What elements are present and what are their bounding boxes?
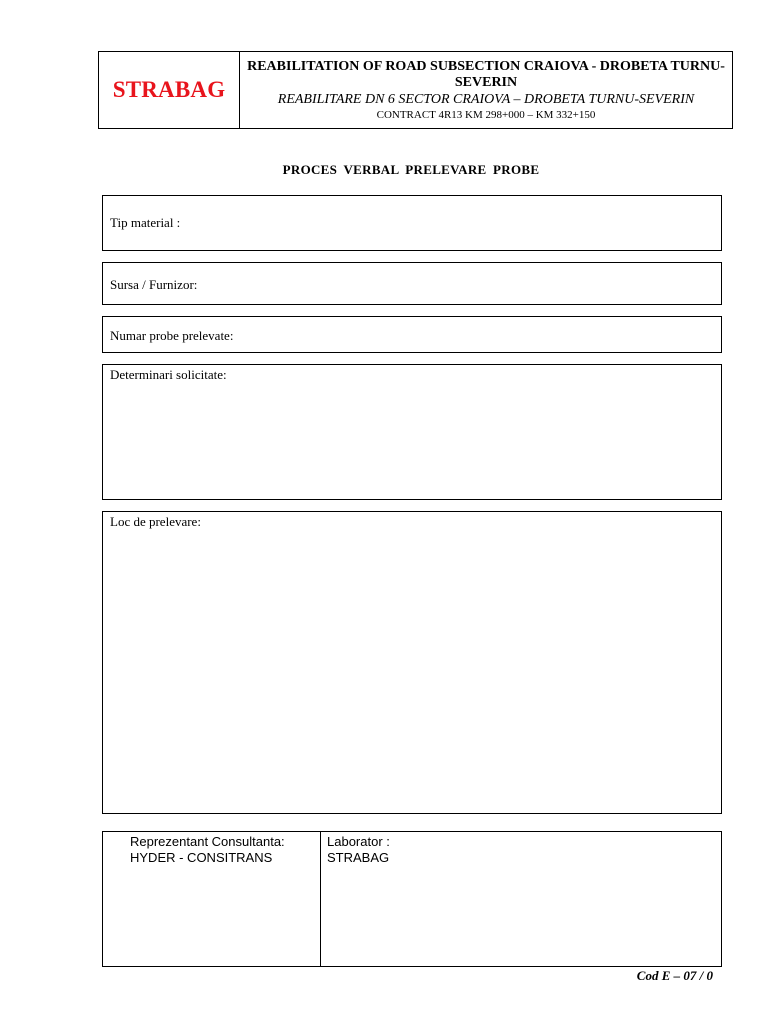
header-title-cell (240, 52, 732, 135)
consultant-signature-cell[interactable] (103, 832, 321, 966)
determinari-solicitate-label: Determinari solicitate: (110, 367, 227, 382)
signature-table (102, 831, 722, 967)
consultant-label: Reprezentant Consultanta: (130, 834, 285, 849)
numar-probe-label: Numar probe prelevate: (110, 328, 234, 343)
logo-cell (99, 52, 240, 128)
strabag-logo: STRABAG (112, 77, 226, 102)
sursa-furnizor-label: Sursa / Furnizor: (110, 277, 198, 292)
project-title-romanian: REABILITARE DN 6 SECTOR CRAIOVA – DROBETA TURNU-SEVERIN (277, 92, 695, 107)
tip-material-label: Tip material : (110, 215, 181, 230)
document-header (98, 51, 733, 129)
laboratory-label: Laborator : (327, 834, 390, 849)
contract-number: CONTRACT 4R13 KM 298+000 – KM 332+150 (376, 109, 596, 121)
form-title: PROCES VERBAL PRELEVARE PROBE (282, 162, 540, 177)
laboratory-name: STRABAG (327, 850, 390, 865)
document-code: Cod E – 07 / 0 (636, 968, 713, 983)
laboratory-signature-cell[interactable] (321, 832, 721, 966)
loc-prelevare-field[interactable] (102, 511, 722, 814)
numar-probe-field[interactable] (102, 316, 722, 353)
project-title-english: REABILITATION OF ROAD SUBSECTION CRAIOVA - DROBETA TURNU-SEVERIN (247, 59, 725, 90)
consultant-name: HYDER - CONSITRANS (130, 850, 273, 865)
tip-material-field[interactable] (102, 195, 722, 251)
loc-prelevare-label: Loc de prelevare: (110, 514, 201, 529)
determinari-solicitate-field[interactable] (102, 364, 722, 500)
sursa-furnizor-field[interactable] (102, 262, 722, 305)
